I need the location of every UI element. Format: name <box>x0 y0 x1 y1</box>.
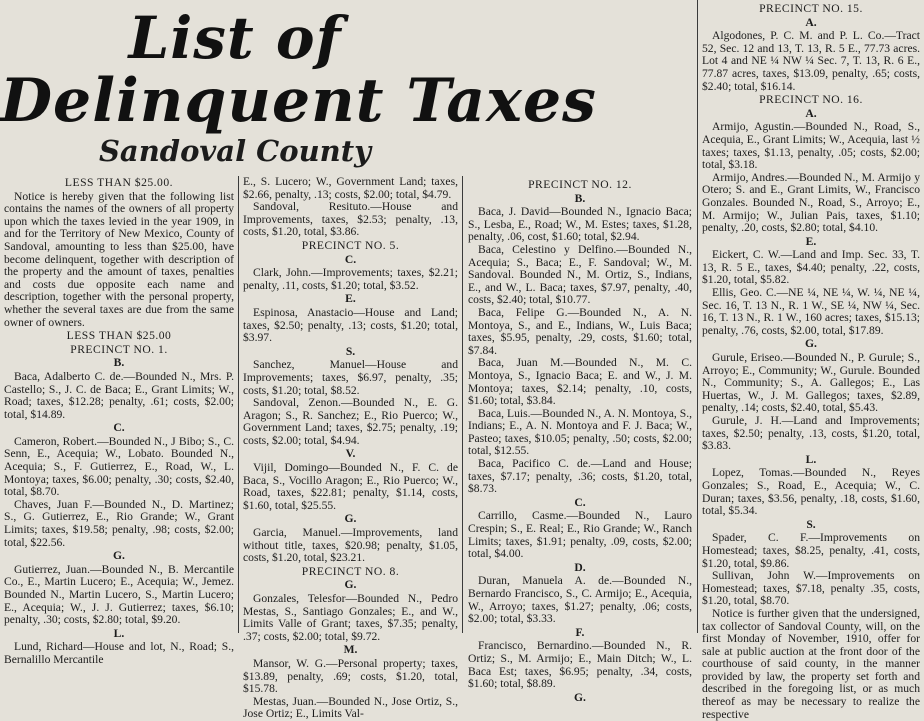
alpha-letter: G. <box>113 549 125 563</box>
tax-entry: Baca, J. David—Bounded N., Ignacio Baca; S., Lesba, E., Road; W., M. Estes; taxes, $1.28, penalty, .06, cost, $1.60; total, $2.94. <box>468 205 692 244</box>
alpha-letter: G. <box>344 578 357 592</box>
tax-entry: E., S. Lucero; W., Government Land; taxes, $2.66, penalty, .13; costs, $2.00; total, $4.79. <box>243 175 458 201</box>
column-1 <box>4 176 234 666</box>
alpha-letter: B. <box>113 356 125 370</box>
precinct-heading: PRECINCT NO. 1. <box>70 342 168 356</box>
alpha-letter: S. <box>806 517 816 531</box>
headline-list-of: List of <box>128 4 342 72</box>
tax-entry: Francisco, Bernardino.—Bounded N., R. Ortiz; S., M. Armijo; E., Main Ditch; W., L. Baca Est; taxes, $6.95; penalty, .34, costs, $1.60; total, $8.89. <box>468 639 692 691</box>
column-divider <box>238 176 239 633</box>
alpha-letter: C. <box>113 421 125 435</box>
tax-entry: Gonzales, Telesfor—Bounded N., Pedro Mestas, S., Santiago Gonzales; E., and W., Limits Valle of Grant; taxes, $7.35; penalty, .37; costs, $2.00; total, $9.72. <box>243 592 458 643</box>
tax-entry: Armijo, Andres.—Bounded N., M. Armijo y Otero; S. and E., Grant Limits, W., Francisco Gonzales. Bounded N., Road, S., Arroyo; E., M. Armijo; W., Julian Pais, taxes, $1.10; penalty, .20, costs, $2.80; total, $4.10. <box>702 170 920 235</box>
tax-entry: Baca, Pacifico C. de.—Land and House; taxes, $7.17; penalty, .36; costs, $1.20, total, $8.73. <box>468 457 692 496</box>
headline-delinquent-taxes: Delinquent Taxes <box>0 66 597 136</box>
column-3 <box>468 178 692 704</box>
tax-entry: Clark, John.—Improvements; taxes, $2.21; penalty, .11, costs, $1.20; total, $3.52. <box>243 266 458 292</box>
precinct-heading: PRECINCT NO. 15. <box>759 2 863 15</box>
column-divider <box>462 176 463 633</box>
alpha-letter: A. <box>805 15 817 29</box>
tax-entry: Baca, Adalberto C. de.—Bounded N., Mrs. P. Castello; S., J. C. de Baca; E., Grant Limits; W., Road; taxes, $12.28; penalty, .61; costs, $2.00; total, $14.89. <box>4 369 234 421</box>
precinct-heading: PRECINCT NO. 8. <box>301 564 400 578</box>
alpha-letter: B. <box>574 191 586 205</box>
tax-entry: Duran, Manuela A. de.—Bounded N., Bernardo Francisco, S., C. Armijo; E., Acequia, W., Arroyo; taxes, $1.27; penalty, .06; costs, $2.00; total, $3.33. <box>468 574 692 626</box>
alpha-letter: V. <box>345 447 356 461</box>
alpha-letter: L. <box>113 626 125 640</box>
tax-entry: Sullivan, John W.—Improvements on Homestead; taxes, $7.18, penalty .35, costs, $1.20, total, $8.70. <box>702 569 920 608</box>
section-heading: LESS THAN $25.00 <box>66 329 172 343</box>
tax-entry: Eickert, C. W.—Land and Imp. Sec. 33, T. 13, R. 5 E., taxes, $4.40; penalty, .22, costs, $1.20, total, $5.82. <box>702 248 920 287</box>
tax-entry: Lopez, Tomas.—Bounded N., Reyes Gonzales; S., Road, E., Acequia; W., C. Duran; taxes, $3.56, penalty, .18, costs, $1.60, total, $5.34. <box>702 466 920 518</box>
tax-entry: Baca, Celestino y Delfino.—Bounded N., Acequia; S., Baca; E., F. Sandoval; W., M. Sandoval. Bounded N., M. Ortiz, S., Indians, E., and W., L. Baca; taxes, $7.97, penalty, .40, costs, $2.40; total, $10.77. <box>468 242 692 307</box>
tax-entry: Gurule, J. H.—Land and Improvements; taxes, $2.50; penalty, .13, costs, $1.20, total, $3.83. <box>702 414 920 453</box>
tax-entry: Espinosa, Anastacio—House and Land; taxes, $2.50; penalty, .13; costs, $1.20; total, $3.97. <box>243 305 458 345</box>
alpha-letter: C. <box>574 495 586 509</box>
tax-entry: Cameron, Robert.—Bounded N., J Bibo; S., C. Senn, E., Acequia; W., Lobato. Bounded N., Acequia; S., F. Gutierrez, E., Road, W., L. Montoya; taxes, $6.00; penalty, .30; costs, $2.40, total, $8.70. <box>4 434 234 499</box>
tax-entry: Sanchez, Manuel—House and Improvements; taxes, $6.97, penalty, .35; costs, $1.20; total, $8.52. <box>243 358 458 397</box>
alpha-letter: A. <box>805 106 817 120</box>
tax-entry: Ellis, Geo. C.—NE ¼, NE ¼, W. ¼, NE ¼, Sec. 16, T. 13 N., R. 1 W., SE ¼, NW ¼, Sec. 16, T. 13 N., R. 1 W., 160 acres; taxes, $15.13; penalty, .76, costs, $2.00, total, $17.89. <box>702 286 920 337</box>
notice-paragraph: Notice is further given that the undersigned, tax collector of Sandoval County, will, on the first Monday of November, 1910, offer for sale at public auction at the front door of the courthouse of said county, in the manner provided by law, the property set forth and described in the foregoing list, or as much thereof as may be necessary to realize the respective <box>702 606 920 721</box>
tax-entry: Carrillo, Casme.—Bounded N., Lauro Crespin; S., E. Real; E., Rio Grande; W., Ranch Limits; taxes, $1.91; penalty, .09, costs, $2.00; total, $4.00. <box>468 509 692 561</box>
tax-entry: Spader, C. F.—Improvements on Homestead; taxes, $8.25, penalty, .41, costs, $1.20, total, $9.86. <box>702 531 920 570</box>
alpha-letter: M. <box>343 643 358 657</box>
tax-entry: Armijo, Agustin.—Bounded N., Road, S., Acequia, E., Grant Limits; W., Acequia, last ½ taxes; taxes, $1.13, penalty, .05; costs, $2.00; total, $3.18. <box>702 120 920 172</box>
tax-entry: Baca, Luis.—Bounded N., A. N. Montoya, S., Indians; E., A. N. Montoya and F. J. Baca; W., Pasteo; taxes, $10.05; penalty, .50; costs, $2.00; total, $12.55. <box>468 406 692 458</box>
tax-entry: Sandoval, Resituto.—House and Improvements, taxes, $2.53; penalty, .13, costs, $1.20, total, $3.86. <box>243 200 458 239</box>
alpha-letter: D. <box>574 560 586 574</box>
column-divider <box>697 0 698 633</box>
alpha-letter: L. <box>805 452 817 466</box>
alpha-letter: G. <box>574 690 586 704</box>
subheadline-county: Sandoval County <box>98 134 372 168</box>
precinct-heading: PRECINCT NO. 5. <box>301 238 400 252</box>
alpha-letter: C. <box>344 252 357 266</box>
alpha-letter: E. <box>805 234 817 248</box>
alpha-letter: E. <box>345 292 356 306</box>
alpha-letter: F. <box>575 625 585 639</box>
notice-paragraph: Notice is hereby given that the following list contains the names of the owners of all property upon which the taxes levied in the year 1909, in and for the Territory of New Mexico, County of Sandoval, amounting to less than $25.00, have become delinquent, together with description of the property and the amount of taxes, penalties and costs due opposite each name and description, together with the personal property, whether the several taxes are due from the same owner of owners. <box>4 189 234 329</box>
column-2 <box>243 175 458 721</box>
section-heading: LESS THAN $25.00. <box>64 176 174 189</box>
alpha-letter: S. <box>345 344 356 358</box>
tax-entry: Lund, Richard—House and lot, N., Road; S., Bernalillo Mercantile <box>4 640 234 666</box>
tax-entry: Mansor, W. G.—Personal property; taxes, $13.89, penalty, .69; costs, $1.20, total, $15.78. <box>243 656 458 696</box>
alpha-letter: G. <box>344 512 357 526</box>
tax-entry: Algodones, P. C. M. and P. L. Co.—Tract 52, Sec. 12 and 13, T. 13, R. 5 E., 77.73 acres. Lot 4 and NE ¼ NW ¼ Sec. 7, T. 13, R. 6 E., 77.87 acres, taxes, $13.09, penalty, .65; costs, $2.40; total, $16.14. <box>702 29 920 93</box>
precinct-heading: PRECINCT NO. 16. <box>759 93 863 107</box>
alpha-letter: G. <box>805 337 817 351</box>
tax-entry: Mestas, Juan.—Bounded N., Jose Ortiz, S., Jose Ortiz; E., Limits Val- <box>243 694 458 721</box>
tax-entry: Baca, Felipe G.—Bounded N., A. N. Montoya, S., and E., Indians, W., Luis Baca; taxes, $5.95, penalty, .29, costs, $1.60; total, $7.84. <box>468 305 692 357</box>
tax-entry: Baca, Juan M.—Bounded N., M. C. Montoya, S., Ignacio Baca; E. and W., J. M. Montoya; taxes, $2.14; penalty, .10, costs, $1.60; total, $3.84. <box>468 356 692 408</box>
precinct-heading: PRECINCT NO. 12. <box>528 178 632 191</box>
tax-entry: Gurule, Eriseo.—Bounded N., P. Gurule; S., Arroyo; E., Community; W., Gurule. Bounded N., Community; S., A. Gallegos; E., Las Huertas, W., J. M. Gallegos; taxes, $2.89, penalty, .14; costs, $2.40, total, $5.43. <box>702 351 920 415</box>
tax-entry: Gutierrez, Juan.—Bounded N., B. Mercantile Co., E., Martin Lucero; E., Acequia; W., Jemez. Bounded N., Martin Lucero, S., Martin Lucero; E., Acequia; W., J. J. Gutierrez; taxes, $6.10; penalty, .30; costs, $2.80; total, $9.20. <box>4 562 234 627</box>
tax-entry: Garcia, Manuel.—Improvements, land without title, taxes, $20.98; penalty, $1.05, costs, $1.20, total, $23.21. <box>243 526 458 565</box>
tax-entry: Sandoval, Zenon.—Bounded N., E. G. Aragon; S., R. Sanchez; E., Rio Puerco; W., Government Land; taxes, $2.75; penalty, .19; costs, $2.00; total, $4.94. <box>243 396 458 447</box>
tax-entry: Chaves, Juan F.—Bounded N., D. Martinez; S., G. Gutierrez, E., Rio Grande; W., Grant Limits; taxes, $19.58; penalty, .98; costs, $2.00; total, $22.56. <box>4 497 234 549</box>
column-4 <box>702 2 920 721</box>
tax-entry: Vijil, Domingo—Bounded N., F. C. de Baca, S., Vocillo Aragon; E., Rio Puerco; W., Road, taxes, $22.81; penalty, $1.14, costs, $1.60, total, $25.55. <box>243 461 458 512</box>
